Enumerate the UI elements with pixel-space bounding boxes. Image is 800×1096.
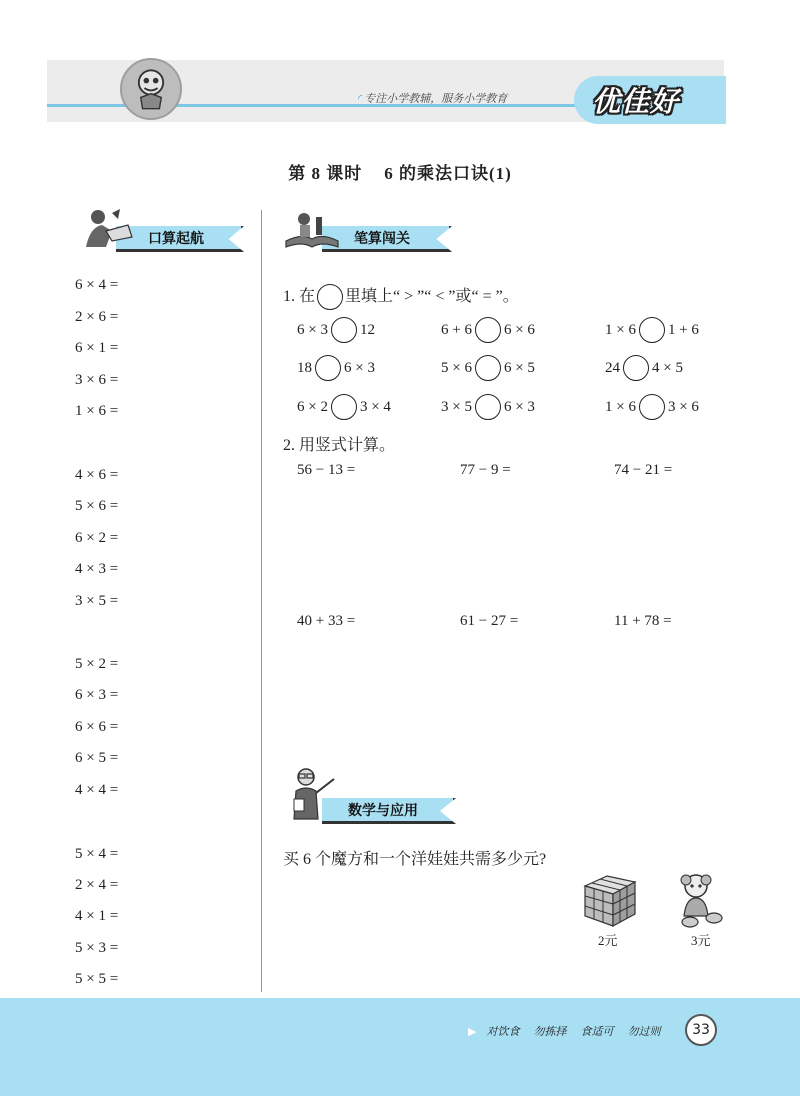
oral-item: 4 × 6 = — [75, 467, 119, 483]
brand-logo: 优佳好 — [592, 85, 680, 118]
answer-circle[interactable] — [623, 355, 649, 381]
oral-item: 6 × 3 = — [75, 687, 119, 703]
books-icon — [282, 207, 342, 254]
compare-left: 6 × 3 — [297, 321, 328, 338]
oral-item: 4 × 3 = — [75, 561, 119, 577]
motto-phrase: 食适可 — [580, 1025, 614, 1038]
compare-left: 3 × 5 — [441, 398, 472, 415]
compare-right: 6 × 3 — [344, 359, 375, 376]
vertical-calc: 11 + 78 = — [614, 613, 672, 629]
oral-item: 4 × 1 = — [75, 908, 119, 924]
answer-circle[interactable] — [331, 394, 357, 420]
answer-circle[interactable] — [331, 317, 357, 343]
rubiks-cube-icon — [581, 872, 639, 928]
arrow-right-icon: ▶ — [468, 1025, 477, 1038]
compare-item — [297, 355, 375, 381]
column-divider — [261, 210, 262, 992]
oral-item: 3 × 6 = — [75, 372, 119, 388]
slogan-text: 专注小学教辅，服务小学教育 — [364, 92, 508, 105]
vertical-calc: 56 − 13 = — [297, 462, 356, 478]
compare-item — [441, 317, 535, 343]
compare-right: 12 — [359, 321, 375, 338]
oral-item: 5 × 3 = — [75, 940, 119, 956]
compare-left: 6 + 6 — [441, 321, 472, 338]
compare-item — [605, 355, 683, 381]
oral-item: 5 × 4 = — [75, 846, 119, 862]
compare-left: 1 × 6 — [605, 398, 636, 415]
compare-item — [441, 355, 535, 381]
compare-right: 6 × 6 — [503, 321, 535, 338]
lesson-number: 第 8 课时 — [288, 164, 363, 183]
question-2: 2. 用竖式计算。 — [283, 437, 396, 454]
page-number: 33 — [685, 1014, 717, 1046]
doll-image — [676, 872, 726, 935]
motto-phrase: 勿拣择 — [533, 1025, 567, 1038]
apply-title: 数学与应用 — [348, 803, 418, 819]
answer-circle[interactable] — [475, 394, 501, 420]
compare-right: 6 × 5 — [503, 359, 535, 376]
mascot-icon — [122, 60, 180, 118]
teacher-icon — [286, 765, 342, 826]
lesson-topic: 6 的乘法口诀(1) — [384, 164, 512, 183]
mascot-logo — [120, 58, 182, 120]
oral-item: 4 × 4 = — [75, 782, 119, 798]
apply-banner — [282, 772, 452, 828]
header-slogan — [358, 90, 507, 106]
oral-item: 1 × 6 = — [75, 403, 119, 419]
answer-circle[interactable] — [317, 284, 343, 310]
cube-price: 2元 — [598, 933, 618, 948]
motto-phrase: 对饮食 — [486, 1025, 520, 1038]
apply-question: 买 6 个魔方和一个洋娃娃共需多少元? — [283, 851, 547, 868]
oral-item: 6 × 2 = — [75, 530, 119, 546]
oral-item: 6 × 4 = — [75, 277, 119, 293]
answer-circle[interactable] — [639, 317, 665, 343]
q1-suffix: 里填上“ > ”“ < ”或“ = ”。 — [345, 288, 519, 305]
compare-right: 4 × 5 — [652, 359, 683, 376]
compare-right: 3 × 4 — [359, 398, 391, 415]
compare-right: 6 × 3 — [503, 398, 535, 415]
footer-motto — [468, 1023, 674, 1039]
written-banner — [282, 214, 452, 256]
vertical-calc: 74 − 21 = — [614, 462, 673, 478]
oral-item: 6 × 6 = — [75, 719, 119, 735]
compare-left: 5 × 6 — [441, 359, 472, 376]
oral-title: 口算起航 — [148, 231, 204, 247]
rubiks-cube-image — [581, 872, 639, 933]
question-1 — [283, 283, 519, 310]
oral-item: 5 × 2 = — [75, 656, 119, 672]
compare-left: 24 — [605, 359, 620, 376]
compare-item — [605, 394, 699, 420]
oral-item: 2 × 4 = — [75, 877, 119, 893]
compare-left: 18 — [297, 359, 312, 376]
vertical-calc: 61 − 27 = — [460, 613, 519, 629]
signal-icon: ◜ — [358, 92, 363, 105]
doll-price: 3元 — [691, 933, 711, 948]
written-title: 笔算闯关 — [354, 231, 410, 247]
compare-right: 3 × 6 — [667, 398, 699, 415]
compare-item — [297, 317, 375, 343]
oral-item: 3 × 5 = — [75, 593, 119, 609]
oral-item: 6 × 5 = — [75, 750, 119, 766]
oral-item: 2 × 6 = — [75, 309, 119, 325]
answer-circle[interactable] — [475, 317, 501, 343]
compare-left: 6 × 2 — [297, 398, 328, 415]
answer-circle[interactable] — [315, 355, 341, 381]
answer-circle[interactable] — [639, 394, 665, 420]
vertical-calc: 77 − 9 = — [460, 462, 511, 478]
answer-circle[interactable] — [475, 355, 501, 381]
reading-girl-icon — [76, 207, 136, 254]
doll-icon — [676, 872, 726, 930]
q1-prefix: 1. 在 — [283, 288, 316, 305]
compare-right: 1 + 6 — [667, 321, 699, 338]
lesson-title — [0, 159, 800, 184]
oral-item: 5 × 6 = — [75, 498, 119, 514]
compare-item — [441, 394, 535, 420]
oral-item: 5 × 5 = — [75, 971, 119, 987]
compare-item — [297, 394, 391, 420]
footer-band — [0, 998, 800, 1096]
oral-banner — [76, 214, 246, 256]
compare-item — [605, 317, 699, 343]
oral-item: 6 × 1 = — [75, 340, 119, 356]
compare-left: 1 × 6 — [605, 321, 636, 338]
motto-phrase: 勿过则 — [627, 1025, 661, 1038]
vertical-calc: 40 + 33 = — [297, 613, 356, 629]
